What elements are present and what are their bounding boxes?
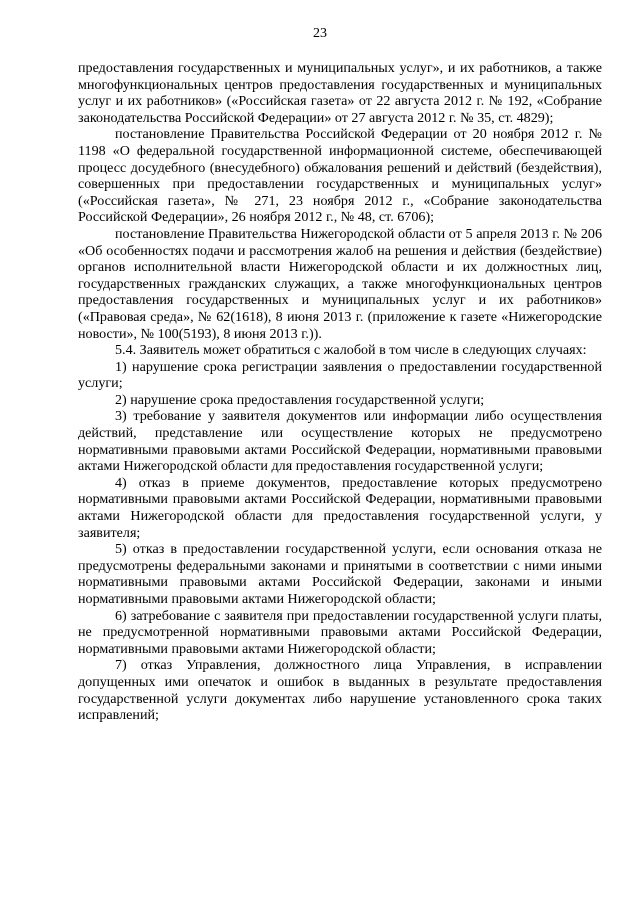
list-item-7: 7) отказ Управления, должностного лица Управления, в исправлении допущенных ими опечаток и ошибок в выданных в результате предоставления государственной услуги документах либо нарушение установленного срока таких исправлений; bbox=[78, 657, 602, 724]
list-item-1: 1) нарушение срока регистрации заявления о предоставлении государственной услуги; bbox=[78, 358, 602, 392]
page-number: 23 bbox=[313, 26, 327, 41]
list-item-6: 6) затребование с заявителя при предоставлении государственной услуги платы, не предусмотренной нормативными правовыми актами Российской Федерации, нормативными правовыми актами Нижегородской области; bbox=[78, 607, 602, 657]
list-item-2: 2) нарушение срока предоставления государственной услуги; bbox=[115, 391, 485, 408]
paragraph-5-4-intro: 5.4. Заявитель может обратиться с жалобой в том числе в следующих случаях: bbox=[115, 342, 587, 359]
list-item-5: 5) отказ в предоставлении государственной услуги, если основания отказа не предусмотрены федеральными законами и принятыми в соответствии с ними иными нормативными правовыми актами Российской Федерации, законами и иными нормативными правовыми актами Нижегородской области; bbox=[78, 541, 602, 607]
paragraph-decree-206: постановление Правительства Нижегородской области от 5 апреля 2013 г. № 206 «Об особенностях подачи и рассмотрения жалоб на решения и действия (бездействие) органов исполнительной власти Нижегородской области и их должностных лиц, государственных гражданских служащих, а также многофункциональных центров предоставления государственных и муниципальных услуг и их работников» («Правовая среда», № 62(1618), 8 июня 2013 г. (приложение к газете «Нижегородские новости», № 100(5193), 8 июня 2013 г.)). bbox=[78, 225, 602, 342]
paragraph-decree-1198: постановление Правительства Российской Федерации от 20 ноября 2012 г. № 1198 «О федеральной государственной информационной системе, обеспечивающей процесс досудебного (внесудебного) обжалования решений и действий (бездействия), совершенных при предоставлении государственных и муниципальных услуг» («Российская газета», № 271, 23 ноября 2012 г., «Собрание законодательства Российской Федерации», 26 ноября 2012 г., № 48, ст. 6706); bbox=[78, 126, 602, 226]
paragraph-law-citation-continued: предоставления государственных и муниципальных услуг», и их работников, а также многофункциональных центров предоставления государственных и муниципальных услуг и их работников» («Российская газета» от 22 августа 2012 г. № 192, «Собрание законодательства Российской Федерации» от 27 августа 2012 г. № 35, ст. 4829); bbox=[78, 60, 602, 126]
list-item-4: 4) отказ в приеме документов, предоставление которых предусмотрено нормативными правовыми актами Российской Федерации, нормативными правовыми актами Нижегородской области для предоставления государственной услуги, у заявителя; bbox=[78, 474, 602, 541]
list-item-3: 3) требование у заявителя документов или информации либо осуществления действий, представление или осуществление которых не предусмотрено нормативными правовыми актами Российской Федерации, нормативными правовыми актами Нижегородской области для предоставления государственной услуги; bbox=[78, 408, 602, 475]
document-body bbox=[78, 60, 602, 724]
